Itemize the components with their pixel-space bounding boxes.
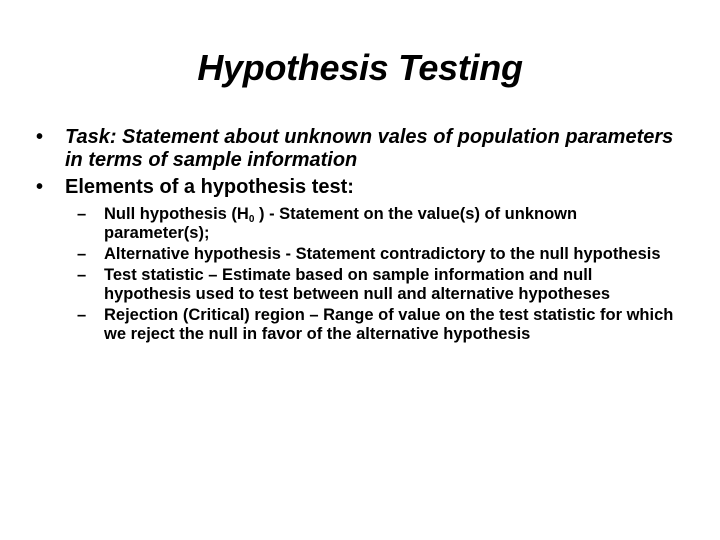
sub-item-text-pre: Null hypothesis (H [104, 205, 249, 223]
bullet-item-task [36, 126, 686, 172]
dash-icon: – [77, 205, 87, 223]
dash-icon: – [77, 245, 87, 263]
sub-item-text: Alternative hypothesis - Statement contradictory to the null hypothesis [104, 245, 661, 263]
sub-item-alternative-hypothesis [36, 245, 676, 264]
sub-item-rejection-region [36, 306, 676, 344]
sub-bullet-list [36, 205, 676, 344]
bullet-icon: • [36, 126, 44, 148]
dash-icon: – [77, 306, 87, 324]
bullet-list [36, 126, 686, 348]
dash-icon: – [77, 266, 87, 284]
bullet-text: Elements of a hypothesis test: [65, 176, 354, 198]
sub-item-null-hypothesis [36, 205, 676, 243]
bullet-item-elements [36, 176, 686, 344]
sub-item-text: Test statistic – Estimate based on sample information and null hypothesis used to test between null and alternative hypotheses [104, 266, 611, 303]
sub-item-text-post: ) - Statement on the value(s) of unknown parameter(s); [104, 205, 578, 242]
bullet-text: Task: Statement about unknown vales of population parameters in terms of sample information [65, 126, 674, 171]
bullet-icon: • [36, 176, 44, 198]
sub-item-text: Rejection (Critical) region – Range of value on the test statistic for which we reject the null in favor of the alternative hypothesis [104, 306, 674, 343]
slide-title: Hypothesis Testing [197, 47, 523, 88]
subscript-zero: 0 [248, 214, 255, 225]
sub-item-test-statistic [36, 266, 676, 304]
